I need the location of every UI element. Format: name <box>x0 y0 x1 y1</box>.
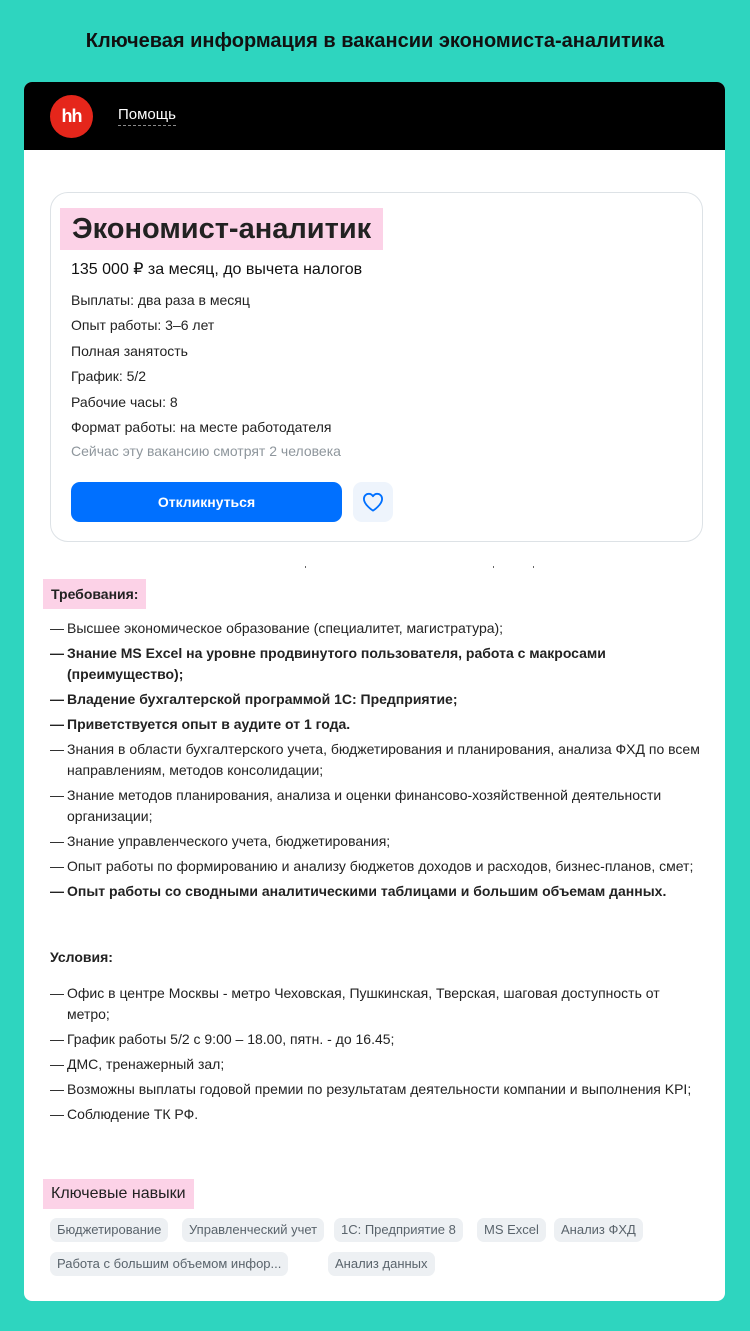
requirement-item: — Опыт работы по формированию и анализу бюджетов доходов и расходов, бизнес-планов, смет; <box>50 856 705 877</box>
viewers-count: Сейчас эту вакансию смотрят 2 человека <box>71 443 341 459</box>
detail-employment: Полная занятость <box>71 342 188 359</box>
vacancy-salary: 135 000 ₽ за месяц, до вычета налогов <box>71 261 363 278</box>
page-heading: Ключевая информация в вакансии экономиста-аналитика <box>85 30 665 52</box>
requirement-item: — Опыт работы со сводными аналитическими таблицами и большим объемам данных. <box>50 881 705 902</box>
condition-item: — ДМС, тренажерный зал; <box>50 1054 705 1075</box>
requirement-item: — Владение бухгалтерской программой 1С: Предприятие; <box>50 689 705 710</box>
requirement-item: — Знание методов планирования, анализа и оценки финансово-хозяйственной деятельности организации; <box>50 785 705 827</box>
skill-tag[interactable]: Бюджетирование <box>50 1218 168 1242</box>
skill-tag[interactable]: Анализ ФХД <box>554 1218 643 1242</box>
favorite-button[interactable] <box>353 482 393 522</box>
requirements-list <box>50 618 705 906</box>
detail-hours: Рабочие часы: 8 <box>71 393 178 410</box>
conditions-title: Условия: <box>50 949 113 965</box>
requirement-item: — Знания в области бухгалтерского учета, бюджетирования и планирования, анализа ФХД по всем направлениям, методов консолидации; <box>50 739 705 781</box>
divider-marks <box>24 566 725 570</box>
detail-schedule: График: 5/2 <box>71 368 147 385</box>
detail-experience: Опыт работы: 3–6 лет <box>71 317 215 334</box>
skill-tag[interactable]: Анализ данных <box>328 1252 435 1276</box>
condition-item: — Соблюдение ТК РФ. <box>50 1104 705 1125</box>
help-link[interactable]: Помощь <box>118 106 176 126</box>
requirements-title: Требования: <box>43 579 146 609</box>
requirement-item: — Приветствуется опыт в аудите от 1 года. <box>50 714 705 735</box>
apply-button[interactable]: Откликнуться <box>71 482 342 522</box>
condition-item: — Офис в центре Москвы - метро Чеховская, Пушкинская, Тверская, шаговая доступность от метро; <box>50 983 705 1025</box>
detail-payouts: Выплаты: два раза в месяц <box>71 292 250 308</box>
requirement-item: — Высшее экономическое образование (специалитет, магистратура); <box>50 618 705 639</box>
skill-tag[interactable]: MS Excel <box>477 1218 546 1242</box>
skill-tag[interactable]: Управленческий учет <box>182 1218 324 1242</box>
vacancy-page <box>24 82 725 1301</box>
condition-item: — График работы 5/2 с 9:00 – 18.00, пятн. - до 16.45; <box>50 1029 705 1050</box>
hh-logo[interactable]: hh <box>50 95 93 138</box>
detail-work-format: Формат работы: на месте работодателя <box>71 418 332 435</box>
skill-tag[interactable]: 1С: Предприятие 8 <box>334 1218 463 1242</box>
condition-item: — Возможны выплаты годовой премии по результатам деятельности компании и выполнения KPI; <box>50 1079 705 1100</box>
vacancy-title: Экономист-аналитик <box>60 208 383 250</box>
conditions-list <box>50 983 705 1129</box>
vacancy-summary-card <box>50 192 703 542</box>
heart-icon <box>362 492 384 512</box>
skill-tag[interactable]: Работа с большим объемом инфор... <box>50 1252 288 1276</box>
vacancy-details <box>71 290 331 442</box>
top-navigation-bar <box>24 82 725 150</box>
requirement-item: — Знание управленческого учета, бюджетирования; <box>50 831 705 852</box>
key-skills-title: Ключевые навыки <box>43 1179 194 1209</box>
requirement-item: — Знание MS Excel на уровне продвинутого пользователя, работа с макросами (преимущество); <box>50 643 705 685</box>
